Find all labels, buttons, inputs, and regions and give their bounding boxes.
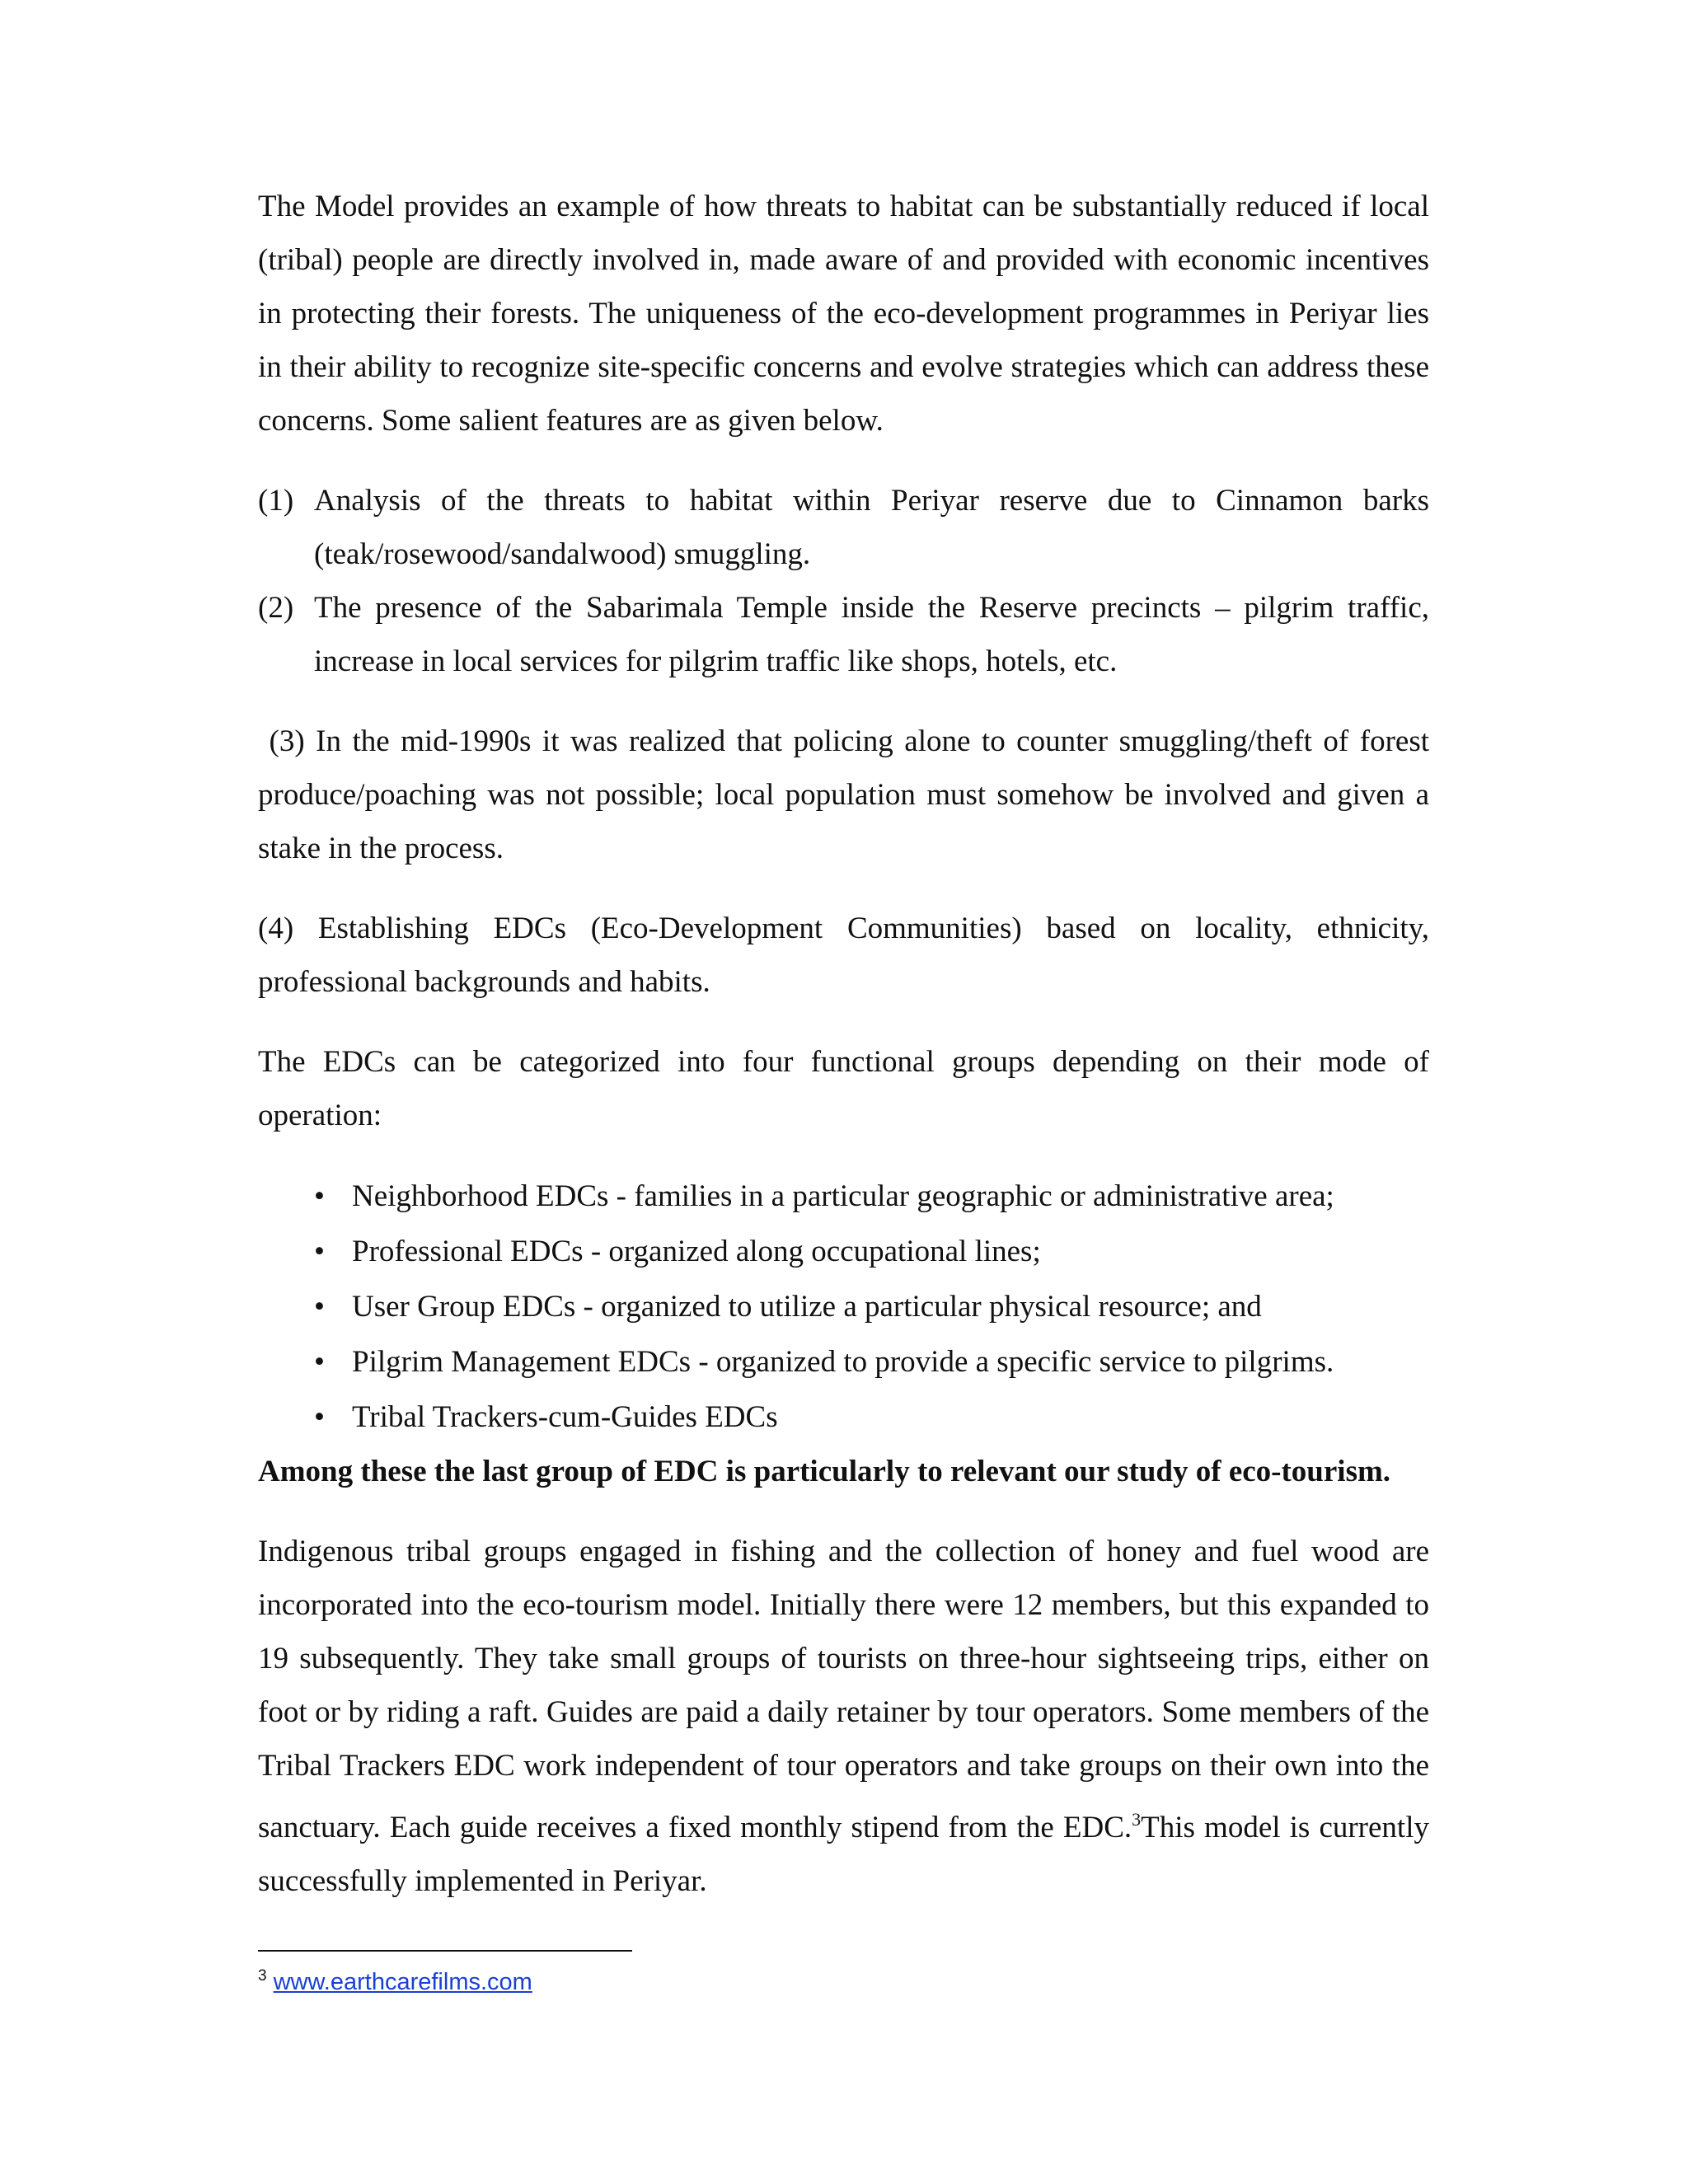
categories-intro: The EDCs can be categorized into four functional groups depending on their mode of operation: xyxy=(258,1045,1429,1132)
list-item xyxy=(258,1390,1429,1445)
list-item-text: Tribal Trackers-cum-Guides EDCs xyxy=(352,1400,778,1434)
footnote xyxy=(258,1960,532,1999)
point-4-paragraph: (4) Establishing EDCs (Eco-Development Communities) based on locality, ethnicity, professional backgrounds and habits. xyxy=(258,912,1429,999)
bullet-icon: • xyxy=(314,1290,325,1324)
document-body xyxy=(258,180,1437,1908)
list-item-text: Neighborhood EDCs - families in a particular geographic or administrative area; xyxy=(352,1179,1334,1213)
list-item xyxy=(258,1169,1429,1224)
footnote-mark: 3 xyxy=(258,1967,267,1985)
bullet-icon: • xyxy=(314,1179,325,1213)
list-item xyxy=(258,1224,1429,1279)
bullet-icon: • xyxy=(314,1345,325,1379)
footnote-link[interactable]: www.earthcarefilms.com xyxy=(273,1969,532,1995)
point-3-paragraph: (3) In the mid-1990s it was realized that policing alone to counter smuggling/theft of forest produce/poaching was not possible; local population must somehow be involved and given a stake in the process. xyxy=(258,724,1437,865)
feature-item xyxy=(258,474,1429,581)
footnote-reference[interactable]: 3 xyxy=(1132,1809,1142,1830)
features-list xyxy=(258,474,1429,688)
list-item-text: User Group EDCs - organized to utilize a particular physical resource; and xyxy=(352,1290,1262,1324)
intro-paragraph: The Model provides an example of how threats to habitat can be substantially reduced if local (tribal) people are directly involved in, made aware of and provided with economic incentives in protecting their forests. The uniqueness of the eco-development programmes in Periyar lies in their ability to recognize site-specific concerns and evolve strategies which can address these concerns. Some salient features are as given below. xyxy=(258,190,1429,438)
edc-group-list xyxy=(258,1169,1429,1445)
bullet-icon: • xyxy=(314,1235,325,1268)
closing-paragraph xyxy=(258,1525,1429,1908)
feature-number: (1) xyxy=(258,484,294,518)
closing-text-end: This model is currently successfully implemented in Periyar. xyxy=(258,1811,1429,1898)
bullet-icon: • xyxy=(314,1400,325,1434)
list-item-text: Pilgrim Management EDCs - organized to provide a specific service to pilgrims. xyxy=(352,1345,1334,1379)
feature-text: The presence of the Sabarimala Temple inside the Reserve precincts – pilgrim traffic, increase in local services for pilgrim traffic like shops, hotels, etc. xyxy=(314,591,1429,678)
list-item xyxy=(258,1334,1429,1390)
feature-text: Analysis of the threats to habitat within Periyar reserve due to Cinnamon barks (teak/rosewood/sandalwood) smuggling. xyxy=(314,484,1429,571)
emphasis-line: Among these the last group of EDC is particularly to relevant our study of eco-tourism. xyxy=(258,1455,1391,1488)
closing-text: Indigenous tribal groups engaged in fishing and the collection of honey and fuel wood are incorporated into the eco-tourism model. Initially there were 12 members, but this expanded to 19 subsequently. They take small groups of tourists on three-hour sightseeing trips, either on foot or by riding a raft. Guides are paid a daily retainer by tour operators. Some members of the Tribal Trackers EDC work independent of tour operators and take groups on their own into the sanctuary. Each guide receives a fixed monthly stipend from the EDC. xyxy=(258,1535,1429,1844)
list-item-text: Professional EDCs - organized along occupational lines; xyxy=(352,1235,1041,1268)
feature-number: (2) xyxy=(258,591,294,625)
feature-item xyxy=(258,581,1429,688)
footnote-divider xyxy=(258,1950,632,1952)
list-item xyxy=(258,1279,1429,1334)
